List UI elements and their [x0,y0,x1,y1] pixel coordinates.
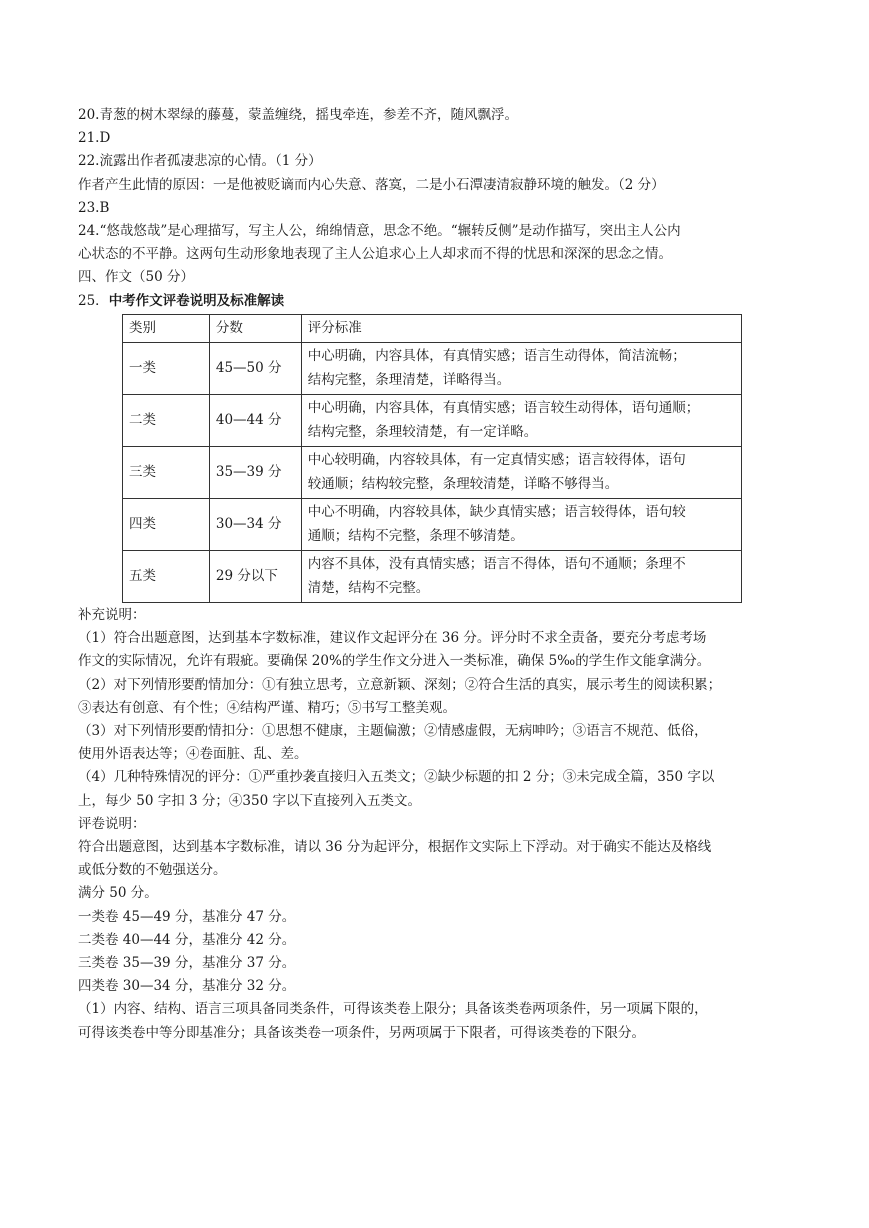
section-heading-composition: 四、作文（50 分） [78,269,194,286]
header-category: 类别 [123,314,210,342]
question-25-heading [78,290,792,313]
criteria-line: 较通顺；结构较完整，条理较清楚，详略不够得当。 [307,475,619,492]
supplement-title: 补充说明： [78,607,146,624]
header-criteria: 评分标准 [301,314,741,342]
row-category: 五类 [123,551,210,603]
answer-23: 23.B [78,199,110,216]
row-score: 30—34 分 [209,499,301,551]
criteria-line: 中心不明确，内容较具体，缺少真情实感；语言较得体，语句较 [307,504,686,521]
answer-24-line2: 心状态的不平静。这两句生动形象地表现了主人公追求心上人却求而不得的忧思和深深的思念之情。 [78,246,672,263]
grading-class-2: 二类卷 40—44 分，基准分 42 分。 [78,931,296,948]
grading-class-1: 一类卷 45—49 分，基准分 47 分。 [78,908,296,925]
header-score: 分数 [209,314,301,342]
criteria-line: 内容不具体，没有真情实感；语言不得体，语句不通顺；条理不 [307,556,686,573]
criteria-line: 中心明确，内容具体，有真情实感；语言生动得体，简洁流畅； [307,348,686,365]
grading-intro-cont: 或低分数的不勉强送分。 [78,862,227,879]
row-score: 29 分以下 [209,551,301,603]
supplement-item-2-cont: ③表达有创意、有个性；④结构严谨、精巧；⑤书写工整美观。 [78,699,456,716]
answer-22-reason: 作者产生此情的原因：一是他被贬谪而内心失意、落寞，二是小石潭凄清寂静环境的触发。（2 分） [78,176,665,193]
table-row [123,395,742,447]
grading-class-4: 四类卷 30—34 分，基准分 32 分。 [78,978,296,995]
table-row [123,551,742,603]
grading-note-1-cont: 可得该类卷中等分即基准分；具备该类卷一项条件，另两项属于下限者，可得该类卷的下限分。 [78,1024,645,1041]
supplement-item-3: （3）对下列情形要酌情扣分：①思想不健康，主题偏激；②情感虚假，无病呻吟；③语言不规范、低俗， [78,723,708,740]
table-row [123,499,742,551]
row-criteria [301,395,741,447]
row-criteria [301,551,741,603]
row-criteria [301,447,741,499]
row-criteria [301,343,741,395]
answer-24-line1: 24.“悠哉悠哉”是心理描写，写主人公，绵绵情意，思念不绝。“辗转反侧”是动作描写，突出主人公内 [78,223,681,240]
criteria-line: 结构完整，条理清楚，详略得当。 [307,371,511,388]
document-page [78,104,792,1045]
grading-class-3: 三类卷 35—39 分，基准分 37 分。 [78,955,296,972]
row-score: 35—39 分 [209,447,301,499]
grading-full-score: 满分 50 分。 [78,885,158,902]
question-25-number: 25． [78,292,109,309]
row-category: 二类 [123,395,210,447]
supplement-item-2: （2）对下列情形要酌情加分：①有独立思考，立意新颖、深刻；②符合生活的真实，展示考生的阅读积累； [78,676,722,693]
row-score: 45—50 分 [209,343,301,395]
table-header-row [123,314,742,342]
criteria-line: 中心较明确，内容较具体，有一定真情实感；语言较得体，语句 [307,452,686,469]
row-score: 40—44 分 [209,395,301,447]
row-criteria [301,499,741,551]
criteria-line: 通顺；结构不完整，条理不够清楚。 [307,527,524,544]
row-category: 三类 [123,447,210,499]
criteria-line: 结构完整，条理较清楚，有一定详略。 [307,423,538,440]
criteria-line: 清楚，结构不完整。 [307,579,430,596]
question-25-title: 中考作文评卷说明及标准解读 [108,292,285,309]
supplement-item-4: （4）几种特殊情况的评分：①严重抄袭直接归入五类文；②缺少标题的扣 2 分；③未完成全篇，350 字以 [78,769,715,786]
grading-note-1: （1）内容、结构、语言三项具备同类条件，可得该类卷上限分；具备该类卷两项条件，另一项属下限的， [78,1001,708,1018]
supplement-item-4-cont: 上，每少 50 字扣 3 分；④350 字以下直接列入五类文。 [78,792,421,809]
answer-22: 22.流露出作者孤凄悲凉的心情。（1 分） [78,153,322,170]
grading-title: 评卷说明： [78,815,146,832]
grading-intro: 符合出题意图，达到基本字数标准，请以 36 分为起评分，根据作文实际上下浮动。对于确实不能达及格线 [78,839,712,856]
answer-20: 20.青葱的树木翠绿的藤蔓，蒙盖缠绕，摇曳牵连，参差不齐，随风飘浮。 [78,107,518,123]
supplement-item-1: （1）符合出题意图，达到基本字数标准，建议作文起评分在 36 分。评分时不求全责备，要充分考虑考场 [78,630,707,647]
scoring-table-wrapper [122,314,792,603]
row-category: 四类 [123,499,210,551]
row-category: 一类 [123,343,210,395]
answer-21: 21.D [78,130,111,147]
scoring-table [122,314,742,603]
table-row [123,447,742,499]
supplement-item-1-cont: 作文的实际情况，允许有瑕疵。要确保 20%的学生作文分进入一类标准，确保 5‰的学生作文能拿满分。 [78,653,711,670]
criteria-line: 中心明确，内容具体，有真情实感；语言较生动得体，语句通顺； [307,400,700,417]
supplement-item-3-cont: 使用外语表达等；④卷面脏、乱、差。 [78,746,308,763]
table-row [123,343,742,395]
